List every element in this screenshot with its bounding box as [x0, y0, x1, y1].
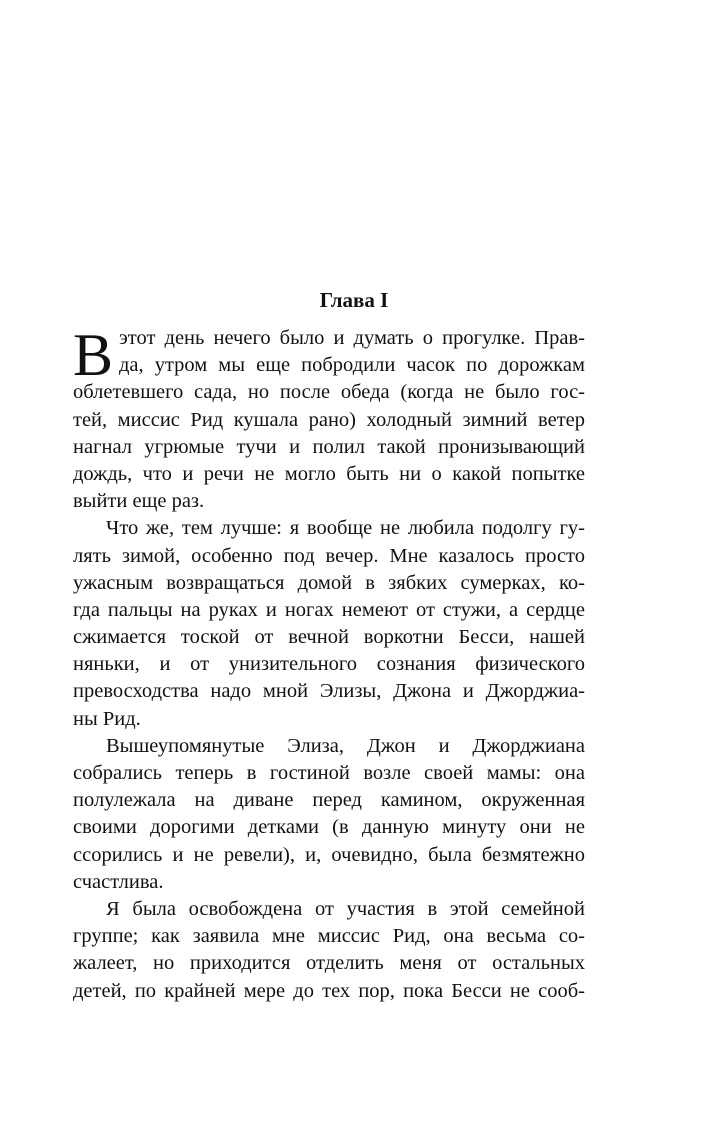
text-line: ссорились и не ревели), и, очевидно, была безмятежно — [73, 843, 585, 866]
text-line: Вышеупомянутые Элиза, Джон и Джорджиана — [106, 734, 585, 757]
text-line: Что же, тем лучше: я вообще не любила подолгу гу- — [106, 517, 585, 540]
drop-cap: В — [73, 322, 114, 388]
paragraph — [73, 896, 585, 1005]
paragraph — [73, 733, 585, 896]
text-line: выйти еще раз. — [73, 490, 205, 513]
text-line: группе; как заявила мне миссис Рид, она весьма со- — [73, 925, 585, 948]
text-line: ужасным возвращаться домой в зябких сумерках, ко- — [73, 571, 585, 594]
text-line: лять зимой, особенно под вечер. Мне казалось просто — [73, 544, 585, 567]
chapter-title: Глава I — [319, 288, 389, 312]
text-line: Я была освобождена от участия в этой семейной — [106, 897, 585, 920]
text-line: собрались теперь в гостиной возле своей мамы: она — [73, 762, 585, 784]
chapter-text — [73, 322, 585, 1005]
text-line: няньки, и от унизительного сознания физического — [73, 653, 585, 676]
text-line: полулежала на диване перед камином, окруженная — [73, 789, 585, 812]
text-line: облетевшего сада, но после обеда (когда не было гос- — [73, 381, 585, 404]
paragraph — [73, 322, 585, 515]
text-line: тей, миссис Рид кушала рано) холодный зимний ветер — [73, 408, 585, 431]
text-line: да, утром мы еще побродили часок по дорожкам — [119, 354, 585, 377]
text-line: жалеет, но приходится отделить меня от остальных — [73, 952, 585, 975]
text-line: ны Рид. — [73, 707, 141, 730]
text-line: этот день нечего было и думать о прогулке. Прав- — [119, 327, 585, 349]
text-line: гда пальцы на руках и ногах немеют от стужи, а сердце — [73, 598, 585, 621]
text-line: счастлива. — [73, 870, 164, 893]
text-line: детей, по крайней мере до тех пор, пока Бесси не сооб- — [73, 979, 585, 1002]
text-line: превосходства надо мной Элизы, Джона и Джорджиа- — [73, 680, 585, 703]
text-line: своими дорогими детками (в данную минуту они не — [73, 816, 585, 839]
text-line: дождь, что и речи не могло быть ни о какой попытке — [73, 462, 585, 485]
text-line: сжимается тоской от вечной воркотни Бесси, нашей — [73, 626, 585, 649]
text-line: нагнал угрюмые тучи и полил такой пронизывающий — [73, 435, 585, 458]
paragraph — [73, 515, 585, 733]
